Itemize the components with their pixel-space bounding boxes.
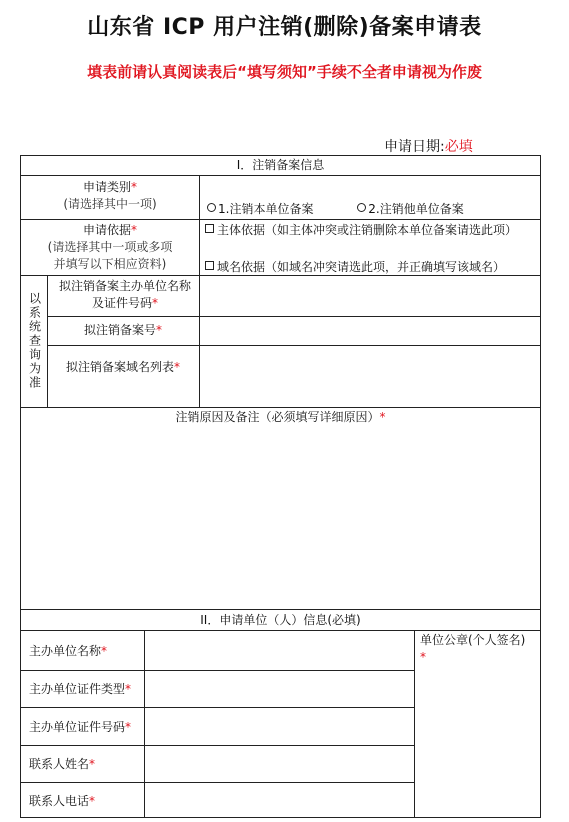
required-mark: * — [125, 720, 132, 734]
date-label: 申请日期: — [384, 139, 445, 155]
system-query-note: 以系统查询为准 — [27, 292, 42, 390]
checkbox-icon — [205, 261, 214, 270]
date-value: 必填 — [444, 139, 473, 155]
contact-phone-label: 联系人电话* — [29, 794, 96, 808]
application-type-options — [207, 201, 537, 218]
required-mark: * — [156, 323, 162, 337]
org-id-number-input[interactable] — [145, 708, 414, 745]
application-basis-text: 申请依据 — [82, 223, 131, 237]
domain-list-input[interactable] — [200, 346, 539, 407]
org-name-label: 主办单位名称* — [29, 644, 108, 658]
option-cancel-own[interactable]: 1.注销本单位备案 — [207, 201, 313, 218]
required-mark: * — [125, 682, 132, 696]
domain-list-label: 拟注销备案域名列表* — [65, 360, 180, 374]
section2-title: II．申请单位（人）信息(必填) — [200, 613, 361, 627]
application-form — [20, 155, 541, 818]
section1-title: I．注销备案信息 — [236, 158, 325, 172]
basis-option-domain[interactable]: 域名依据（如域名冲突请选此项，并正确填写该域名） — [205, 259, 539, 276]
record-number-label: 拟注销备案号* — [83, 323, 162, 337]
application-type-text: 申请类别 — [82, 180, 131, 194]
required-mark: * — [101, 644, 108, 658]
required-mark: * — [174, 360, 180, 374]
form-title: 山东省 ICP 用户注销(删除)备案申请表 — [87, 15, 482, 40]
contact-name-input[interactable] — [145, 746, 414, 782]
org-id-type-input[interactable] — [145, 671, 414, 707]
required-mark: * — [420, 650, 426, 664]
reason-label: 注销原因及备注（必须填写详细原因）* — [175, 410, 386, 424]
reason-textarea[interactable] — [21, 428, 540, 609]
contact-name-label: 联系人姓名* — [29, 757, 96, 771]
required-mark: * — [379, 410, 386, 424]
seal-label: 单位公章(个人签名) * — [420, 632, 538, 666]
required-mark: * — [131, 180, 137, 194]
required-mark: * — [152, 296, 158, 310]
application-type-label — [21, 179, 199, 213]
checkbox-icon — [205, 224, 214, 233]
seal-area[interactable] — [415, 671, 540, 817]
record-number-input[interactable] — [200, 317, 539, 345]
option-cancel-other[interactable]: 2.注销他单位备案 — [357, 201, 463, 218]
org-id-type-label: 主办单位证件类型* — [29, 682, 132, 696]
required-mark: * — [89, 757, 96, 771]
application-type-hint: (请选择其中一项) — [63, 197, 157, 211]
holder-input[interactable] — [200, 276, 539, 316]
contact-phone-input[interactable] — [145, 783, 414, 817]
basis-option-subject[interactable]: 主体依据（如主体冲突或注销删除本单位备案请选此项） — [205, 222, 539, 239]
warning-note: 填表前请认真阅读表后“填写须知”手续不全者申请视为作废 — [87, 63, 482, 81]
application-date — [384, 136, 473, 156]
required-mark: * — [131, 223, 137, 237]
application-basis-hint-1: (请选择其中一项或多项 — [47, 240, 173, 254]
org-name-input[interactable] — [145, 631, 414, 670]
org-id-number-label: 主办单位证件号码* — [29, 720, 132, 734]
radio-icon — [357, 203, 366, 212]
radio-icon — [207, 203, 216, 212]
required-mark: * — [89, 794, 96, 808]
holder-label: 拟注销备案主办单位名称及证件号码* — [58, 279, 191, 310]
application-basis-label — [21, 222, 199, 273]
application-basis-hint-2: 并填写以下相应资料) — [53, 257, 167, 271]
